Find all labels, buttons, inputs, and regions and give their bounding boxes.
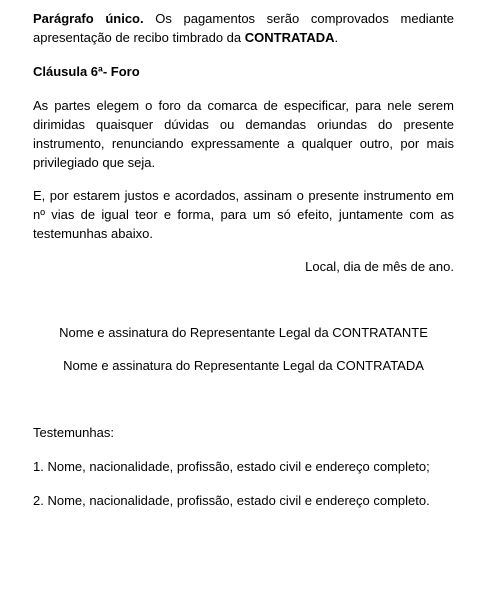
clausula-heading: Cláusula 6ª- Foro: [33, 64, 140, 79]
signature-contratada: Nome e assinatura do Representante Legal da CONTRATADA: [63, 358, 424, 373]
closing-paragraph: E, por estarem justos e acordados, assinam o presente instrumento em nº vias de igual teor e forma, para um só efeito, juntamente com as testemunhas abaixo.: [33, 188, 454, 241]
paragrafo-unico-text: Os pagamentos serão comprovados mediante apresentação de recibo timbrado da: [33, 11, 454, 45]
signature-contratante: Nome e assinatura do Representante Legal da CONTRATANTE: [59, 325, 428, 340]
paragrafo-unico-label: Parágrafo único.: [33, 11, 144, 26]
paragrafo-unico: [33, 9, 454, 47]
witness-item-1: 1. Nome, nacionalidade, profissão, estado civil e endereço completo;: [33, 459, 430, 474]
local-date-line: Local, dia de mês de ano.: [305, 259, 454, 274]
contratada-party: CONTRATADA: [244, 30, 335, 45]
paragrafo-unico-end: .: [334, 30, 339, 45]
clausula-paragraph: As partes elegem o foro da comarca de especificar, para nele serem dirimidas quaisquer dúvidas ou demandas oriundas do presente instrumento, renunciando expressamente a qualquer outro, por mais privilegiado que seja.: [33, 98, 454, 170]
witnesses-label: Testemunhas:: [33, 425, 114, 440]
witness-item-2: 2. Nome, nacionalidade, profissão, estado civil e endereço completo.: [33, 493, 430, 508]
document-page: [33, 9, 454, 508]
